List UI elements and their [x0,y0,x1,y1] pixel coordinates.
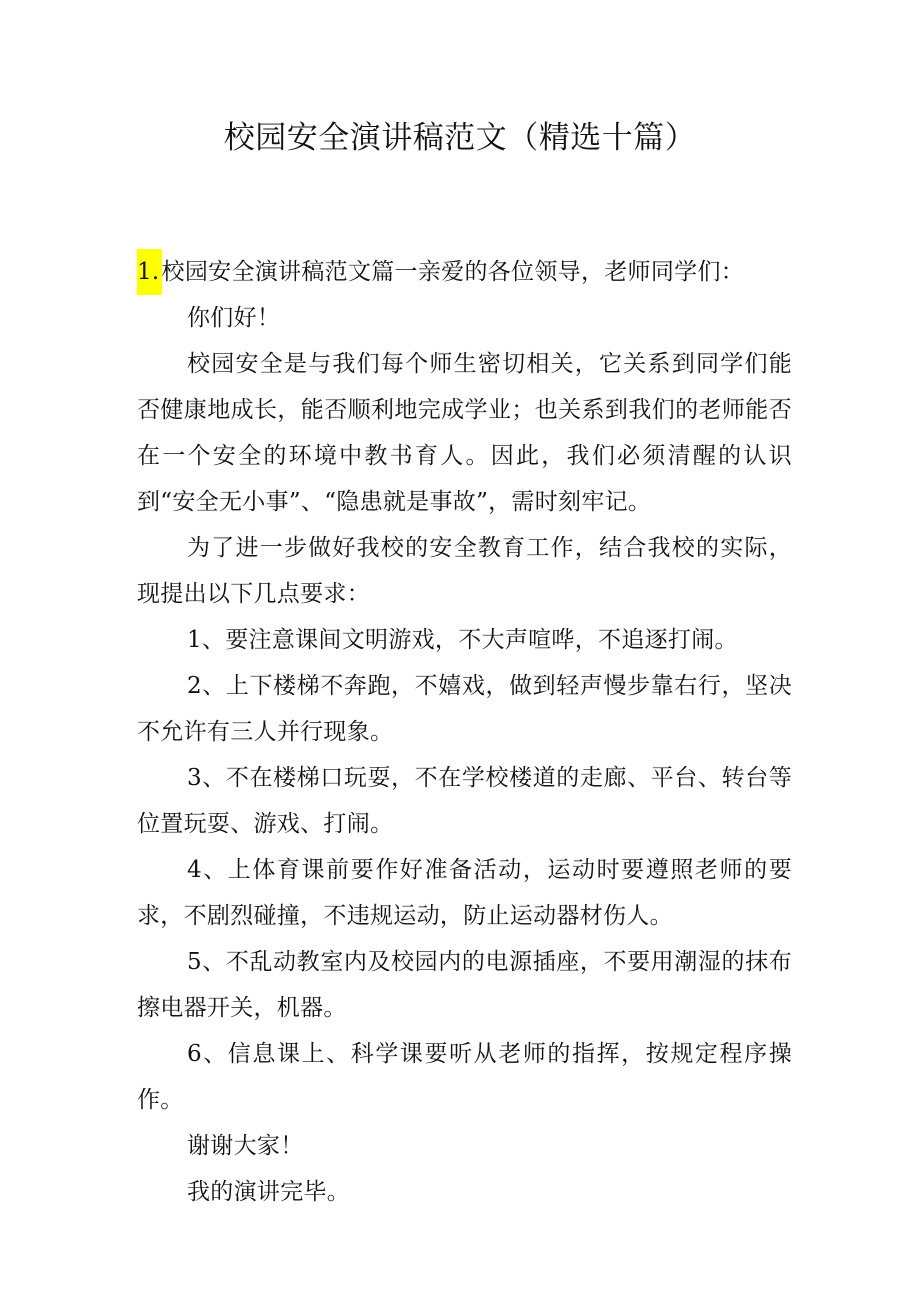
document-title: 校园安全演讲稿范文（精选十篇） [223,120,697,156]
paragraph-rule-4: 4、上体育课前要作好准备活动，运动时要遵照老师的要求，不剧烈碰撞，不违规运动，防止运动器材伤人。 [137,857,792,929]
paragraph-rule-6: 6、信息课上、科学课要听从老师的指挥，按规定程序操作。 [137,1041,792,1113]
paragraph-rule-1: 1、要注意课间文明游戏，不大声喧哗，不追逐打闹。 [187,627,738,653]
paragraph-rule-5: 5、不乱动教室内及校园内的电源插座，不要用潮湿的抹布擦电器开关，机器。 [137,949,792,1021]
section-number-highlight: 1. [137,249,162,295]
paragraph-rule-2: 2、上下楼梯不奔跑，不嬉戏，做到轻声慢步靠右行，坚决不允许有三人并行现象。 [137,673,792,745]
paragraph-closing: 我的演讲完毕。 [187,1179,351,1205]
section-heading-line [137,249,792,295]
document-body [137,249,792,1215]
paragraph-rule-3: 3、不在楼梯口玩耍，不在学校楼道的走廊、平台、转台等位置玩耍、游戏、打闹。 [137,765,792,837]
paragraph-intro: 校园安全是与我们每个师生密切相关，它关系到同学们能否健康地成长，能否顺利地完成学业；也关系到我们的老师能否在一个安全的环境中教书育人。因此，我们必须清醒的认识到“安全无小事”、“隐患就是事故”，需时刻牢记。 [137,351,792,515]
paragraph-requirements-lead: 为了进一步做好我校的安全教育工作，结合我校的实际，现提出以下几点要求： [137,535,792,607]
paragraph-thanks: 谢谢大家！ [187,1133,304,1159]
section-heading: 校园安全演讲稿范文篇一亲爱的各位领导，老师同学们： [161,259,745,285]
paragraph-greeting: 你们好！ [187,305,281,331]
